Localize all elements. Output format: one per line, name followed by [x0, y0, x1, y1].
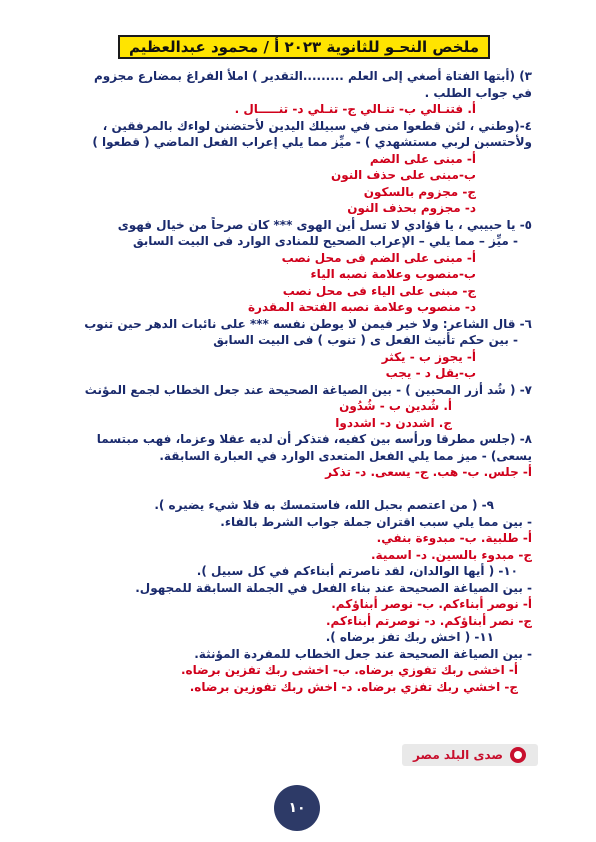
question-line: ٩- ( من اعتصم بحبل الله، فاستمسك به فلا شيء يضيره ). — [154, 498, 494, 512]
question-line: ٨- (جلس مطرقا ورأسه بين كفيه، فتذكر أن لديه عقلا وعزما، فهب مبتسما — [96, 432, 532, 446]
watermark-text: صدى البلد مصر — [413, 748, 503, 762]
answer-line: ب-يقل د - يجب — [385, 366, 476, 380]
question-content — [82, 68, 532, 695]
answer-line: أ- يجوز ب - يكثر — [381, 349, 476, 364]
question-line: ١٠- ( أيها الوالدان، لقد ناصرتم أبناءكم في كل سبيل ). — [196, 564, 518, 578]
question-line: ١١- ( اخش ربك تفز برضاه ). — [325, 630, 494, 644]
answer-line: أ. شُدين ب - شُدُون — [339, 399, 452, 413]
answer-line: أ- جلس. ب- هب. ج- يسعى. د- تذكر — [325, 465, 532, 479]
answer-line: أ- مبنى على الضم — [369, 151, 476, 166]
answer-line: أ. فتنـالي ب- تنـالي ج- تنـلي د- تنـــــال . — [234, 102, 476, 116]
answer-line: د- مجزوم بحذف النون — [347, 201, 476, 215]
answer-line: ج- مجزوم بالسكون — [363, 184, 476, 199]
question-line: ٥- يا حبيبي ، يا فؤادي لا تسل أين الهوى *** كان صرحاً من خيال فهوى — [117, 217, 532, 232]
answer-line: أ- طلبية. ب- مبدوءة بنفي. — [376, 531, 532, 545]
answer-line: ج- مبنى على الياء فى محل نصب — [282, 283, 476, 298]
question-line — [82, 481, 532, 498]
question-line: - بين الصياغة الصحيحة عند بناء الفعل في الجملة السابقة للمجهول. — [135, 580, 532, 595]
answer-line: ج- اخشي ربك تفزي برضاه. د- اخش ربك تفوزين برضاه. — [189, 679, 518, 694]
answer-line: أ- نوصر أبناءكم. ب- نوصر أبناؤكم. — [331, 597, 532, 611]
answer-line: أ- مبنى على الضم فى محل نصب — [281, 250, 476, 265]
page-header-title: ملخص النحـو للثانوية ٢٠٢٣ أ / محمود عبدالعظيم — [118, 35, 490, 59]
answer-line: د- منصوب وعلامة نصبه الفتحة المقدرة — [247, 300, 476, 314]
question-line: ٣) (أبتها الفتاة أصغي إلى العلم .........التقدير ) املأ الفراغ بمضارع مجزوم — [93, 69, 532, 83]
answer-line: أ- اخشى ربك تفوزي برضاه. ب- اخشى ربك تفزين برضاه. — [180, 663, 518, 677]
question-line: يسعى) - ميز مما يلي الفعل المتعدى الوارد في العبارة السابقة. — [159, 448, 532, 463]
answer-line: ج- مبدوء بالسين. د- اسمية. — [370, 547, 532, 562]
question-line: - ميِّز – مما يلي – الإعراب الصحيح للمنادى الوارد فى البيت السابق — [132, 234, 518, 248]
answer-line: ب-مبنى على حذف النون — [331, 168, 476, 182]
question-line: ٦- قال الشاعر: ولا خير فيمن لا يوطن نفسه *** على نائبات الدهر حين تنوب — [84, 316, 532, 331]
answer-line: ب-منصوب وعلامة نصبه الياء — [310, 267, 476, 281]
question-line: ٧- ( شُد أزر المحبين ) - بين الصياغة الصحيحة عند جعل الخطاب لجمع المؤنث — [84, 382, 532, 397]
watermark-logo-icon — [509, 746, 527, 764]
question-line: - بين مما يلي سبب اقتران جملة جواب الشرط بالفاء. — [220, 514, 532, 529]
page-number-badge: ١٠ — [274, 785, 320, 831]
answer-line: ج. اشددن د- اشددوا — [335, 415, 452, 430]
question-line: - بين الصياغة الصحيحة عند جعل الخطاب للمفردة المؤنثة. — [194, 646, 532, 661]
question-line: ٤-(وطني ، لئن قطعوا منى في سبيلك اليدين لأحتضنن لواءك بالمرفقين ، — [102, 118, 532, 133]
question-line: - بين حكم تأنيث الفعل ى ( تنوب ) فى البيت السابق — [213, 333, 518, 347]
answer-line: ج- نصر أبناؤكم. د- نوصرتم أبناءكم. — [326, 613, 532, 628]
question-line: ولأحتسبن لربي مستشهدي ) - ميِّز مما يلي إعراب الفعل الماضي ( قطعوا ) — [92, 135, 532, 149]
publisher-watermark — [402, 744, 538, 766]
question-line: في جواب الطلب . — [424, 85, 532, 100]
